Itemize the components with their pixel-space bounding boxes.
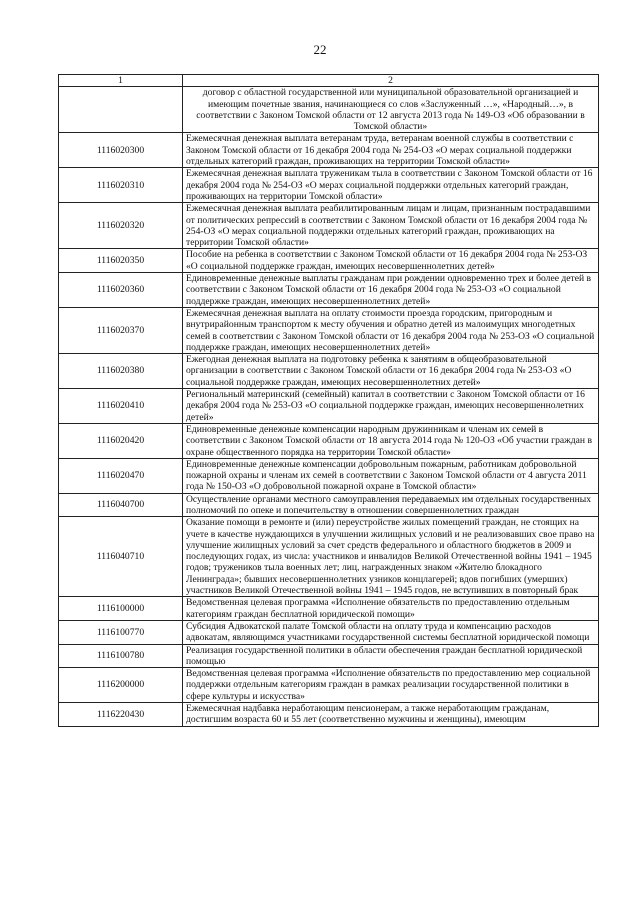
table-row [59, 458, 599, 493]
row-code: 1116020320 [59, 203, 183, 249]
row-code: 1116020310 [59, 168, 183, 203]
row-code: 1116020360 [59, 273, 183, 308]
row-description: Реализация государственной политики в области обеспечения граждан бесплатной юридической помощью [183, 644, 599, 668]
row-description: Оказание помощи в ремонте и (или) переустройстве жилых помещений граждан, не стоящих на учете в качестве нуждающихся в улучшении жилищных условий и не реализовавших свое право на улучшение жилищных условий за счет средств федерального и областного бюджетов в 2009 и последующих годах, из числа: участников и инвалидов Великой Отечественной войны 1941 – 1945 годов; тружеников тыла военных лет; лиц, награжденных знаком «Жителю блокадного Ленинграда»; бывших несовершеннолетних узников концлагерей; вдов погибших (умерших) участников Великой Отечественной войны 1941 – 1945 годов, не вступивших в повторный брак [183, 517, 599, 597]
row-code: 1116100780 [59, 644, 183, 668]
table-row [59, 168, 599, 203]
table-row [59, 668, 599, 703]
table-row [59, 203, 599, 249]
table-row [59, 644, 599, 668]
table-row [59, 249, 599, 273]
page-number: 22 [313, 42, 327, 57]
row-code: 1116200000 [59, 668, 183, 703]
row-code: 1116040710 [59, 517, 183, 597]
row-code: 1116020370 [59, 307, 183, 353]
row-code [59, 87, 183, 133]
row-description: Ежемесячная денежная выплата реабилитированным лицам и лицам, признанным пострадавшими от политических репрессий в соответствии с Законом Томской области от 16 декабря 2004 года № 254-ОЗ «О мерах социальной поддержки отдельных категорий граждан, проживающих на территории Томской области» [183, 203, 599, 249]
table-row [59, 423, 599, 458]
row-description: Единовременные денежные выплаты гражданам при рождении одновременно трех и более детей в соответствии с Законом Томской области от 16 декабря 2004 года № 253-ОЗ «О социальной поддержке граждан, имеющих несовершеннолетних детей» [183, 273, 599, 308]
table-row [59, 133, 599, 168]
classification-table [58, 74, 599, 727]
row-code: 1116020350 [59, 249, 183, 273]
table-row [59, 354, 599, 389]
row-description: Ежемесячная денежная выплата ветеранам труда, ветеранам военной службы в соответствии с Законом Томской области от 16 декабря 2004 года № 254-ОЗ «О мерах социальной поддержки отдельных категорий граждан, проживающих на территории Томской области» [183, 133, 599, 168]
row-code: 1116220430 [59, 703, 183, 727]
table-row [59, 389, 599, 424]
row-code: 1116100770 [59, 620, 183, 644]
row-description: Единовременные денежные компенсации народным дружинникам и членам их семей в соответствии с Законом Томской области от 18 августа 2014 года № 120-ОЗ «Об участии граждан в охране общественного порядка на территории Томской области» [183, 423, 599, 458]
column-header-description: 2 [183, 75, 599, 87]
row-description: Ежегодная денежная выплата на подготовку ребенка к занятиям в общеобразовательной организации в соответствии с Законом Томской области от 16 декабря 2004 года № 253-ОЗ «О социальной поддержке граждан, имеющих несовершеннолетних детей» [183, 354, 599, 389]
row-code: 1116020420 [59, 423, 183, 458]
column-header-code: 1 [59, 75, 183, 87]
row-description: договор с областной государственной или муниципальной образовательной организацией и имеющим почетные звания, начинающиеся со слов «Заслуженный …», «Народный…», в соответствии с Законом Томской области от 12 августа 2013 года № 149-ОЗ «Об образовании в Томской области» [183, 87, 599, 133]
table-row [59, 493, 599, 517]
row-code: 1116020410 [59, 389, 183, 424]
row-description: Единовременные денежные компенсации добровольным пожарным, работникам добровольной пожарной охраны и членам их семей в соответствии с Законом Томской области от 4 августа 2011 года № 150-ОЗ «О добровольной пожарной охране в Томской области» [183, 458, 599, 493]
row-description: Региональный материнский (семейный) капитал в соответствии с Законом Томской области от 16 декабря 2004 года № 253-ОЗ «О социальной поддержке граждан, имеющих несовершеннолетних детей» [183, 389, 599, 424]
row-description: Осуществление органами местного самоуправления передаваемых им отдельных государственных полномочий по опеке и попечительству в отношении совершеннолетних граждан [183, 493, 599, 517]
table-row [59, 703, 599, 727]
row-code: 1116020470 [59, 458, 183, 493]
table-row [59, 517, 599, 597]
table-row [59, 87, 599, 133]
table-row [59, 597, 599, 621]
table-row [59, 307, 599, 353]
row-description: Субсидия Адвокатской палате Томской области на оплату труда и компенсацию расходов адвокатам, являющимся участниками государственной системы бесплатной юридической помощи [183, 620, 599, 644]
table-header-row [59, 75, 599, 87]
row-code: 1116020300 [59, 133, 183, 168]
table-row [59, 273, 599, 308]
row-description: Ведомственная целевая программа «Исполнение обязательств по предоставлению мер социальной поддержки отдельным категориям граждан в рамках реализации государственной политики в сфере культуры и искусства» [183, 668, 599, 703]
row-description: Ежемесячная денежная выплата труженикам тыла в соответствии с Законом Томской области от 16 декабря 2004 года № 254-ОЗ «О мерах социальной поддержки отдельных категорий граждан, проживающих на территории Томской области» [183, 168, 599, 203]
row-description: Ведомственная целевая программа «Исполнение обязательств по предоставлению отдельным категориям граждан бесплатной юридической помощи» [183, 597, 599, 621]
row-description: Ежемесячная надбавка неработающим пенсионерам, а также неработающим гражданам, достигшим возраста 60 и 55 лет (соответственно мужчины и женщины), имеющим [183, 703, 599, 727]
row-code: 1116040700 [59, 493, 183, 517]
table-row [59, 620, 599, 644]
row-code: 1116020380 [59, 354, 183, 389]
row-code: 1116100000 [59, 597, 183, 621]
row-description: Ежемесячная денежная выплата на оплату стоимости проезда городским, пригородным и внутрирайонным транспортом к месту обучения и обратно детей из малоимущих многодетных семей в соответствии с Законом Томской области от 16 декабря 2004 года № 253-ОЗ «О социальной поддержке граждан, имеющих несовершеннолетних детей» [183, 307, 599, 353]
row-description: Пособие на ребенка в соответствии с Законом Томской области от 16 декабря 2004 года № 253-ОЗ «О социальной поддержке граждан, имеющих несовершеннолетних детей» [183, 249, 599, 273]
